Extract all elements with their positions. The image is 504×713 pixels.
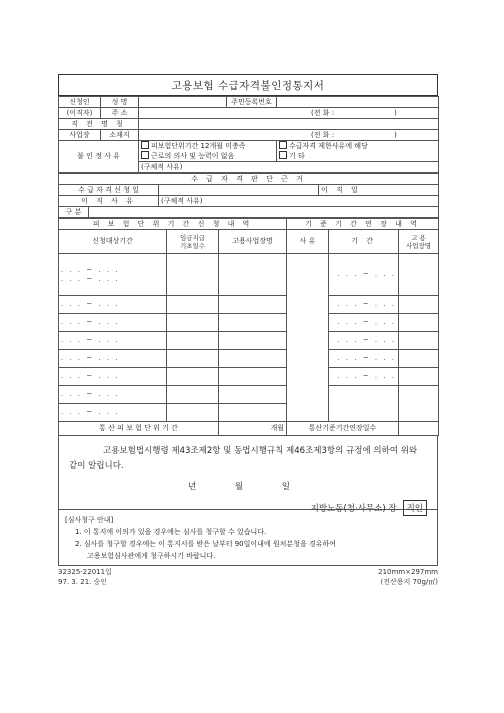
days-cell[interactable] bbox=[167, 404, 219, 422]
col-days-line1: 임금지급 bbox=[179, 233, 206, 242]
job-label: 직 전 명 칭 bbox=[59, 119, 139, 130]
employer-cell[interactable] bbox=[399, 296, 439, 314]
guide-title: [심사청구 안내] bbox=[65, 516, 114, 524]
workplace-cell[interactable] bbox=[219, 254, 287, 296]
leave-date-label: 이 직 일 bbox=[321, 185, 361, 194]
extend-days-field[interactable] bbox=[399, 422, 439, 436]
extend-reason-cell[interactable] bbox=[287, 254, 329, 422]
period-row-2[interactable]: . . . ~ . . . bbox=[59, 296, 167, 314]
reason-option-4[interactable] bbox=[277, 151, 439, 162]
apply-date-label: 수 급 자 격 신 청 일 bbox=[59, 185, 159, 196]
paper-size: 210mm×297mm bbox=[378, 568, 438, 576]
applicant-table bbox=[58, 96, 439, 173]
days-cell[interactable] bbox=[167, 386, 219, 404]
total-label: 통 산 피 보 험 단 위 기 간 bbox=[59, 422, 219, 436]
workplace-phone-label: (전 화 : bbox=[311, 130, 335, 139]
col-days bbox=[167, 230, 219, 254]
reason-option-2[interactable] bbox=[277, 141, 439, 152]
form-title: 고용보험 수급자격불인정통지서 bbox=[58, 74, 438, 96]
workplace-cell[interactable] bbox=[219, 350, 287, 368]
extend-header: 기 준 기 간 연 장 내 역 bbox=[287, 219, 439, 230]
checkbox-icon bbox=[141, 151, 149, 159]
checkbox-icon bbox=[279, 141, 287, 149]
col-period: 신청대상기간 bbox=[59, 230, 167, 254]
paper-type: (전산용지 70g/㎡) bbox=[380, 578, 438, 586]
workplace-label: 사업장 bbox=[59, 130, 101, 141]
period-row-8[interactable]: . . . ~ . . . bbox=[59, 404, 167, 422]
guide-item-1: 1. 이 통지에 이의가 있을 경우에는 심사를 청구할 수 있습니다. bbox=[75, 528, 267, 536]
division-label: 구 분 bbox=[59, 207, 89, 218]
col-days-line2: 기초일수 bbox=[179, 241, 206, 250]
col-employer bbox=[399, 230, 439, 254]
term-cell-1[interactable]: . . . ~ . . . bbox=[329, 254, 399, 296]
approval-date: 97. 3. 21. 승인 bbox=[58, 578, 108, 586]
notice-section bbox=[58, 436, 438, 514]
applicant-sub-label: (이직자) bbox=[59, 108, 101, 119]
basis-header: 수 급 자 격 판 단 근 거 bbox=[59, 174, 439, 185]
employer-cell[interactable] bbox=[399, 332, 439, 350]
notice-text: 고용보험법시행령 제43조제2항 및 동법시행규칙 제46조제3항의 규정에 의하여 위와 같이 알립니다. bbox=[69, 446, 418, 471]
period-row-5[interactable]: . . . ~ . . . bbox=[59, 350, 167, 368]
employer-cell[interactable] bbox=[399, 368, 439, 386]
apply-date-field[interactable] bbox=[159, 185, 319, 196]
insured-header: 피 보 험 단 위 기 간 신 청 내 역 bbox=[59, 219, 287, 230]
phone-close: ) bbox=[394, 108, 397, 117]
period-row-4[interactable]: . . . ~ . . . bbox=[59, 332, 167, 350]
workplace-cell[interactable] bbox=[219, 332, 287, 350]
signer-text: 지방노동(청·사무소) 장 bbox=[310, 504, 397, 514]
period-table bbox=[58, 218, 439, 436]
address-field[interactable] bbox=[139, 108, 439, 119]
name-field[interactable] bbox=[139, 97, 227, 108]
notice-date: 년 월 일 bbox=[187, 482, 309, 492]
term-cell-6[interactable]: . . . ~ . . . bbox=[329, 368, 399, 386]
workplace-cell[interactable] bbox=[219, 386, 287, 404]
workplace-cell[interactable] bbox=[219, 404, 287, 422]
address-label: 주 소 bbox=[101, 108, 139, 119]
period-row-6[interactable]: . . . ~ . . . bbox=[59, 368, 167, 386]
guide-item-3: 고용보험심사관에게 청구하시기 바랍니다. bbox=[87, 552, 216, 560]
dot-mark: . . . ~ . . . bbox=[61, 274, 120, 283]
period-row-1[interactable] bbox=[59, 254, 167, 296]
form-code: 32325-22011일 bbox=[58, 568, 112, 576]
phone-label: (전 화 : bbox=[311, 108, 335, 117]
days-cell[interactable] bbox=[167, 350, 219, 368]
period-row-3[interactable]: . . . ~ . . . bbox=[59, 314, 167, 332]
reason-option-2-text: 수급자격 제한사유에 해당 bbox=[289, 142, 368, 150]
workplace-cell[interactable] bbox=[219, 314, 287, 332]
days-cell[interactable] bbox=[167, 368, 219, 386]
basis-table bbox=[58, 173, 439, 218]
reason-option-1[interactable] bbox=[139, 141, 277, 152]
term-cell-3[interactable]: . . . ~ . . . bbox=[329, 314, 399, 332]
reason-detail[interactable]: (구체적 사유) bbox=[139, 162, 439, 173]
workplace-phone-close: ) bbox=[394, 130, 397, 139]
leave-date-cell[interactable] bbox=[319, 185, 439, 196]
dot-mark: . . . ~ . . . bbox=[61, 265, 120, 274]
form-page bbox=[58, 74, 438, 587]
col-term: 기 간 bbox=[329, 230, 399, 254]
seal-stamp: 직인 bbox=[403, 500, 427, 516]
employer-cell[interactable] bbox=[399, 254, 439, 296]
workplace-cell[interactable] bbox=[219, 296, 287, 314]
reason-option-3-text: 근로의 의사 및 능력이 없음 bbox=[151, 152, 235, 160]
days-cell[interactable] bbox=[167, 254, 219, 296]
reason-option-4-text: 기 타 bbox=[289, 152, 305, 160]
col-workplace: 고용사업장명 bbox=[219, 230, 287, 254]
term-cell-5[interactable]: . . . ~ . . . bbox=[329, 350, 399, 368]
location-field[interactable] bbox=[139, 130, 439, 141]
days-cell[interactable] bbox=[167, 332, 219, 350]
employer-cell[interactable] bbox=[399, 350, 439, 368]
job-field[interactable] bbox=[139, 119, 439, 130]
employer-cell[interactable] bbox=[399, 386, 439, 422]
days-cell[interactable] bbox=[167, 296, 219, 314]
employer-cell[interactable] bbox=[399, 314, 439, 332]
reason-option-3[interactable] bbox=[139, 151, 277, 162]
term-cell-7[interactable] bbox=[329, 386, 399, 422]
applicant-label: 신청인 bbox=[59, 97, 101, 108]
resident-field[interactable] bbox=[277, 97, 439, 108]
footer bbox=[58, 567, 438, 587]
workplace-cell[interactable] bbox=[219, 368, 287, 386]
division-field[interactable] bbox=[89, 207, 439, 218]
reason-option-1-text: 피보험단위기간 12개월 미충족 bbox=[151, 142, 246, 150]
term-cell-2[interactable]: . . . ~ . . . bbox=[329, 296, 399, 314]
days-cell[interactable] bbox=[167, 314, 219, 332]
col-reason: 사 유 bbox=[287, 230, 329, 254]
period-row-7[interactable]: . . . ~ . . . bbox=[59, 386, 167, 404]
appeal-guide bbox=[58, 510, 438, 566]
checkbox-icon bbox=[279, 151, 287, 159]
term-cell-4[interactable]: . . . ~ . . . bbox=[329, 332, 399, 350]
total-months[interactable]: 개월 bbox=[219, 422, 287, 436]
resident-label: 주민등록번호 bbox=[227, 97, 277, 108]
guide-item-2: 2. 심사를 청구할 경우에는 이 통지서를 받은 날부터 90일이내에 원처분청을 경유하여 bbox=[75, 540, 336, 548]
extend-days-label: 통산기준기간연장일수 bbox=[287, 422, 399, 436]
checkbox-icon bbox=[141, 141, 149, 149]
leave-reason-label: 이 직 사 유 bbox=[59, 196, 159, 207]
col-employer-line1: 고 용 bbox=[411, 233, 426, 242]
name-label: 성 명 bbox=[101, 97, 139, 108]
reason-label: 불 인 정 사 유 bbox=[59, 141, 139, 173]
col-employer-line2: 사업장명 bbox=[405, 241, 432, 250]
leave-reason-detail[interactable]: (구체적 사유) bbox=[159, 196, 439, 207]
location-label: 소재지 bbox=[101, 130, 139, 141]
